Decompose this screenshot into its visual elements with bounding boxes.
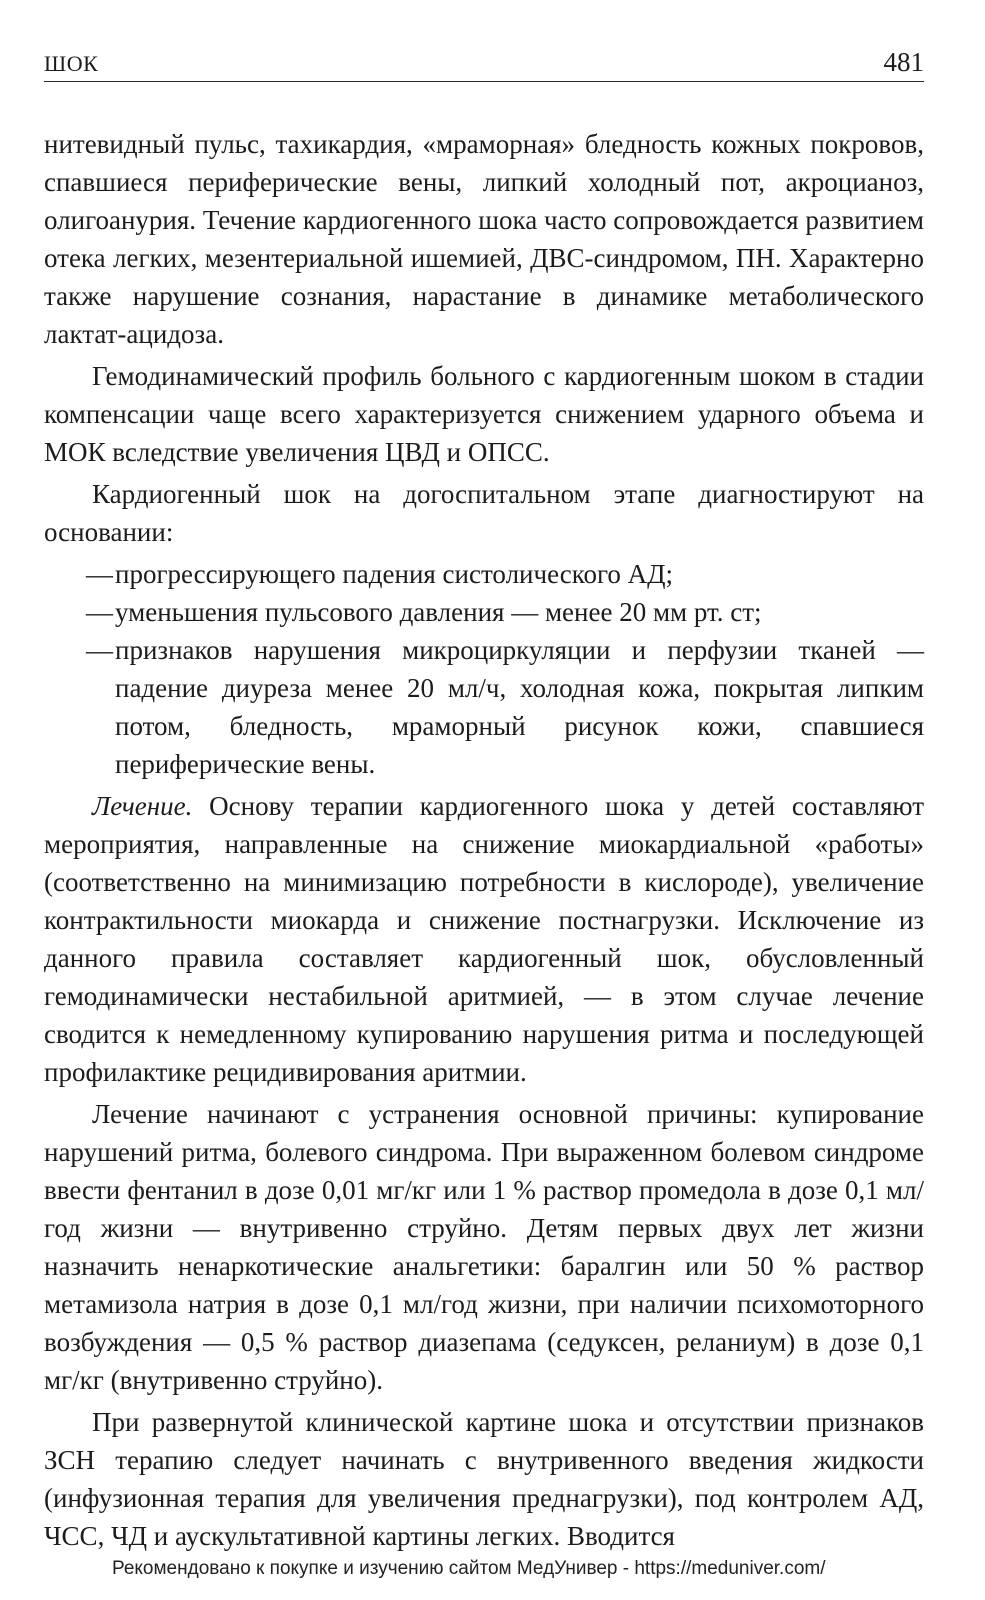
paragraph-diagnosis-intro: Кардиогенный шок на догоспитальном этапе диагностируют на основании: bbox=[44, 479, 924, 547]
treatment-lead-term: Лечение. bbox=[92, 791, 193, 821]
paragraph-infusion-therapy: При развернутой клинической картине шока и отсутствии признаков ЗСН терапию следует начинать с внутривенного введения жидкости (инфузионная терапия для увеличения преднагрузки), под контролем АД, ЧСС, ЧД и аускультативной картины легких. Вводится bbox=[44, 1407, 924, 1551]
running-title: ШОК bbox=[44, 51, 99, 76]
paragraph-continuation: нитевидный пульс, тахикардия, «мраморная» бледность кожных покровов, спавшиеся периферические вены, липкий холодный пот, акроцианоз, олигоанурия. Течение кардиогенного шока часто сопровождается развитием отека легких, мезентериальной ишемией, ДВС-синдромом, ПН. Характерно также нарушение сознания, нарастание в динамике метаболического лактат-ацидоза. bbox=[44, 129, 924, 349]
list-item bbox=[44, 631, 924, 783]
paragraph-treatment-start: Лечение начинают с устранения основной причины: купирование нарушений ритма, болевого синдрома. При выраженном болевом синдроме ввести фентанил в дозе 0,01 мг/кг или 1 % раствор промедола в дозе 0,1 мл/год жизни — внутривенно струйно. Детям первых двух лет жизни назначить ненаркотические анальгетики: баралгин или 50 % раствор метамизола натрия в дозе 0,1 мл/год жизни, при наличии психомоторного возбуждения — 0,5 % раствор диазепама (седуксен, реланиум) в дозе 0,1 мг/кг (внутривенно струйно). bbox=[44, 1099, 924, 1395]
treatment-text: Основу терапии кардиогенного шока у детей составляют мероприятия, направленные на снижение миокардиальной «работы» (соответственно на минимизацию потребности в кислороде), увеличение контрактильности миокарда и снижение постнагрузки. Исключение из данного правила составляет кардиогенный шок, обусловленный гемодинамически нестабильной аритмией, — в этом случае лечение сводится к немедленному купированию нарушения ритма и последующей профилактике рецидивирования аритмии. bbox=[44, 791, 924, 1087]
list-item-text: прогрессирующего падения систолического АД; bbox=[115, 559, 674, 589]
page-number: 481 bbox=[883, 47, 924, 77]
body-text bbox=[44, 125, 924, 1559]
dash-marker: — bbox=[86, 597, 113, 627]
dash-marker: — bbox=[86, 559, 113, 589]
list-item bbox=[44, 555, 924, 593]
paragraph-hemodynamic-profile: Гемодинамический профиль больного с кардиогенным шоком в стадии компенсации чаще всего характеризуется снижением ударного объема и МОК вследствие увеличения ЦВД и ОПСС. bbox=[44, 361, 924, 467]
dash-marker: — bbox=[86, 635, 113, 665]
watermark-footer: Рекомендовано к покупке и изучению сайтом МедУнивер - https://meduniver.com/ bbox=[112, 1558, 826, 1579]
list-item-text: признаков нарушения микроциркуляции и перфузии тканей — падение диуреза менее 20 мл/ч, холодная кожа, покрытая липким потом, бледность, мраморный рисунок кожи, спавшиеся периферические вены. bbox=[115, 635, 924, 779]
diagnosis-criteria-list bbox=[44, 555, 924, 783]
running-head bbox=[44, 47, 924, 82]
list-item bbox=[44, 593, 924, 631]
list-item-text: уменьшения пульсового давления — менее 20 мм рт. ст; bbox=[115, 597, 762, 627]
book-page bbox=[44, 0, 924, 1600]
paragraph-treatment bbox=[44, 787, 924, 1091]
